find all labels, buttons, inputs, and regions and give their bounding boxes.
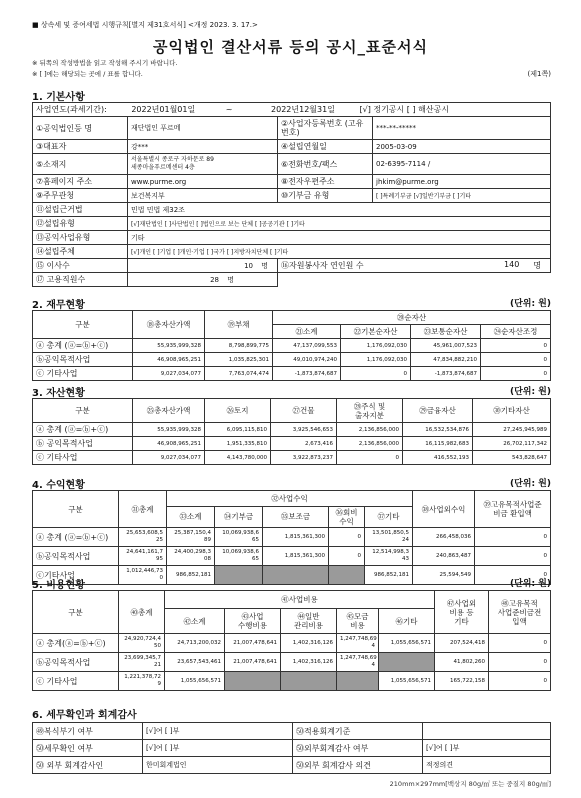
donation-type-label: ⑩기부금 유형 — [278, 189, 373, 203]
cell: 9,027,034,077 — [133, 451, 205, 465]
table-row — [33, 634, 551, 653]
revenue-table — [32, 490, 551, 585]
cell: 55,935,999,328 — [133, 339, 205, 353]
cell: 25,594,549 — [413, 566, 475, 585]
legal-basis-value: 민법 민법 제32조 — [128, 203, 551, 217]
revenue-unit: (단위: 원) — [509, 479, 551, 489]
cell: 2,136,856,000 — [337, 437, 403, 451]
row-label: ⓒ 기타사업 — [33, 672, 119, 691]
page-title: 공익법인 결산서류 등의 공시_표준서식 — [152, 38, 428, 56]
table-row — [33, 103, 551, 117]
cell: 49,010,974,240 — [273, 353, 341, 367]
biz-type-label: ⑬공익사업유형 — [33, 231, 128, 245]
table-row — [33, 672, 551, 691]
cell: 266,458,036 — [413, 528, 475, 547]
cell: 46,908,965,251 — [133, 437, 205, 451]
table-row — [33, 528, 551, 547]
email-value: jhkim@purme.org — [373, 175, 551, 189]
cell: 240,863,487 — [413, 547, 475, 566]
cell: 0 — [475, 566, 551, 585]
cell: -1,873,874,687 — [273, 367, 341, 381]
bookkeeping-checkbox[interactable]: [√]여 [ ]부 — [143, 723, 293, 740]
cell: 41,802,260 — [435, 653, 489, 672]
col-header: 구분 — [33, 491, 119, 528]
table-row — [33, 591, 551, 609]
cell: 1,402,316,126 — [281, 634, 337, 653]
table-row — [33, 189, 551, 203]
biz-type-value: 기타 — [128, 231, 551, 245]
table-row — [33, 423, 551, 437]
cell: 0 — [489, 634, 551, 653]
cell: 1,221,378,72 9 — [119, 672, 165, 691]
col-header: ㊶사업비용 — [165, 591, 435, 609]
cell: 0 — [489, 653, 551, 672]
homepage-value: www.purme.org — [128, 175, 278, 189]
table-row — [33, 723, 551, 740]
cell: 47,137,099,553 — [273, 339, 341, 353]
shaded-cell — [281, 672, 337, 691]
row-label: ⓒ 기타사업 — [33, 451, 133, 465]
auditor-value: 한미회계법인 — [143, 757, 293, 774]
row-label: ⓐ 총계(ⓐ=ⓑ+ⓒ) — [33, 634, 119, 653]
homepage-label: ⑦홈페이지 주소 — [33, 175, 128, 189]
table-row — [33, 740, 551, 757]
tax-check-checkbox[interactable]: [√]여 [ ]부 — [143, 740, 293, 757]
cell: 23,699,345,7 21 — [119, 653, 165, 672]
cell: 24,920,724,4 50 — [119, 634, 165, 653]
shaded-cell — [263, 566, 329, 585]
email-label: ⑧전자우편주소 — [278, 175, 373, 189]
table-row — [33, 437, 551, 451]
cell: 12,514,998,3 43 — [365, 547, 413, 566]
col-header: ⑲부채 — [205, 311, 273, 339]
col-header: ㉞기부금 — [215, 506, 263, 527]
table-row — [33, 451, 551, 465]
section-revenue-title: 4. 수익현황 — [32, 480, 85, 491]
cell: 47,834,882,210 — [411, 353, 481, 367]
table-row — [33, 273, 551, 287]
col-header: ㉑소계 — [273, 325, 341, 339]
legal-basis-label: ⑪설립근거법 — [33, 203, 128, 217]
col-header: ㊴고유목적사업준 비금 환입액 — [475, 491, 551, 528]
org-name-value: 재단법인 푸르메 — [128, 117, 278, 140]
cell: 10,069,938,6 65 — [215, 547, 263, 566]
org-name-label: ①공익법인등 명 — [33, 117, 128, 140]
col-header: ㊻기타 — [379, 609, 435, 634]
col-header: 구분 — [33, 311, 133, 339]
table-row — [33, 566, 551, 585]
expense-table — [32, 590, 551, 691]
instruction-2: ※ [ ]에는 해당되는 곳에 / 표를 합니다. — [32, 70, 143, 78]
assets-unit: (단위: 원) — [509, 387, 551, 397]
cell: 0 — [481, 367, 551, 381]
audit-opinion-label: ㊿외부 회계감사 의견 — [293, 757, 423, 774]
phone-value: 02-6395-7114 / — [373, 154, 551, 175]
phone-label: ⑥전화번호/팩스 — [278, 154, 373, 175]
table-row — [33, 154, 551, 175]
cell: 26,702,117,342 — [473, 437, 551, 451]
cell: 986,852,181 — [365, 566, 413, 585]
cell: 1,035,825,301 — [205, 353, 273, 367]
volunteers-label: ⑯자원봉사자 연인원 수 — [281, 261, 364, 270]
table-row — [33, 399, 551, 423]
col-header: ㊳사업외수익 — [413, 491, 475, 528]
col-header: ㉚기타자산 — [473, 399, 551, 423]
employees-label: ⑰ 고용직원수 — [33, 273, 128, 287]
col-header: ㉛총계 — [119, 491, 167, 528]
address-value: 서울특별시 종로구 자하문로 89 세종마을푸르메센터 4층 — [128, 154, 278, 175]
form-law-reference: ■ 상속세 및 증여세법 시행규칙[별지 제31호서식] <개정 2023. 3. 17.> — [32, 21, 258, 29]
bookkeeping-label: ㊾복식부기 여부 — [33, 723, 143, 740]
authority-value: 보건복지부 — [128, 189, 278, 203]
volunteers-unit: 명 — [533, 261, 542, 270]
representative-value: 강*** — [128, 140, 278, 154]
representative-label: ③대표자 — [33, 140, 128, 154]
cell: 4,143,780,000 — [205, 451, 271, 465]
row-label: ⓒ 기타사업 — [33, 367, 133, 381]
section-audit-title: 6. 세무확인과 회계감사 — [32, 710, 137, 721]
cell: 986,852,181 — [167, 566, 215, 585]
cell: 0 — [481, 353, 551, 367]
cell: 6,095,115,810 — [205, 423, 271, 437]
cell: 21,007,478,641 — [225, 653, 281, 672]
external-audit-checkbox[interactable]: [√]여 [ ]부 — [423, 740, 551, 757]
table-row — [33, 353, 551, 367]
fiscal-year-cell — [33, 103, 551, 117]
col-header: ⑱총자산가액 — [133, 311, 205, 339]
founder-checkbox[interactable]: [√]개인 [ ]기업 [ ]개인·기업 [ ]국가 [ ]지방자치단체 [ ]기타 — [128, 245, 551, 259]
accounting-standard-value — [423, 723, 551, 740]
bizno-label: ②사업자등록번호 (고유번호) — [278, 117, 373, 140]
cell: 1,247,748,69 4 — [337, 653, 379, 672]
cell: 1,815,361,300 — [263, 528, 329, 547]
col-header: 구분 — [33, 591, 119, 634]
col-header: ㊲기타 — [365, 506, 413, 527]
cell: 27,245,945,989 — [473, 423, 551, 437]
established-label: ④설립연월일 — [278, 140, 373, 154]
col-header: ㊱회비 수익 — [329, 506, 365, 527]
table-row — [33, 491, 551, 507]
volunteers-value: 140 — [504, 260, 520, 269]
cell: 207,524,418 — [435, 634, 489, 653]
col-header: ㊺모금 비용 — [337, 609, 379, 634]
cell: 9,027,034,077 — [133, 367, 205, 381]
cell: 8,798,899,775 — [205, 339, 273, 353]
cell: 0 — [337, 451, 403, 465]
cell: 24,713,200,032 — [165, 634, 225, 653]
col-header: ㉗건물 — [271, 399, 337, 423]
table-row — [33, 203, 551, 217]
table-row — [33, 259, 551, 273]
donation-type-checkbox[interactable]: [ ]특례기부금 [√]일반기부금 [ ]기타 — [373, 189, 551, 203]
shaded-cell — [225, 672, 281, 691]
cell: 3,925,546,653 — [271, 423, 337, 437]
auditor-label: ㊿ 외부 회계감사인 — [33, 757, 143, 774]
finance-table — [32, 310, 551, 381]
row-label: ⓐ 총계 (ⓐ=ⓑ+ⓒ) — [33, 528, 119, 547]
est-type-label: ⑫설립유형 — [33, 217, 128, 231]
cell: 13,501,850,5 24 — [365, 528, 413, 547]
col-header: ㉖토지 — [205, 399, 271, 423]
assets-table — [32, 398, 551, 465]
directors-label: ⑮ 이사수 — [33, 259, 128, 273]
cell: 25,653,608,5 25 — [119, 528, 167, 547]
instruction-1: ※ 뒤쪽의 작성방법을 읽고 작성해 주시기 바랍니다. — [32, 59, 178, 67]
table-row — [33, 311, 551, 325]
cell: 7,763,074,474 — [205, 367, 273, 381]
employees-unit: 명 — [227, 275, 234, 284]
cell: 416,552,193 — [403, 451, 473, 465]
cell: 165,722,158 — [435, 672, 489, 691]
row-label: ⓒ기타사업 — [33, 566, 119, 585]
cell: 0 — [475, 547, 551, 566]
cell: 24,400,298,3 08 — [167, 547, 215, 566]
row-label: ⓐ 총계 (ⓐ=ⓑ+ⓒ) — [33, 423, 133, 437]
tax-check-label: ㊿세무확인 여부 — [33, 740, 143, 757]
shaded-cell — [329, 566, 365, 585]
table-row — [33, 117, 551, 140]
table-row — [33, 339, 551, 353]
employees-cell — [128, 273, 278, 287]
shaded-cell — [337, 672, 379, 691]
col-header: ㊸사업 수행비용 — [225, 609, 281, 634]
row-label: ⓑ공익목적사업 — [33, 653, 119, 672]
table-row — [33, 245, 551, 259]
cell: 23,657,543,461 — [165, 653, 225, 672]
fiscal-year-label: 사업연도(과세기간): — [36, 105, 107, 114]
cell: 46,908,965,251 — [133, 353, 205, 367]
col-header: ㉟보조금 — [263, 506, 329, 527]
row-label: ⓑ 공익목적사업 — [33, 437, 133, 451]
established-value: 2005-03-09 — [373, 140, 551, 154]
col-header: ㉔순자산조정 — [481, 325, 551, 339]
cell: 45,961,007,523 — [411, 339, 481, 353]
col-header: ㉜사업수익 — [167, 491, 413, 507]
col-header: 구분 — [33, 399, 133, 423]
shaded-cell — [215, 566, 263, 585]
cell: 1,951,335,810 — [205, 437, 271, 451]
col-header: ㊷소계 — [165, 609, 225, 634]
unit-person: 명 — [261, 261, 268, 270]
audit-table — [32, 722, 551, 774]
cell: 1,055,656,571 — [379, 672, 435, 691]
address-label: ⑤소재지 — [33, 154, 128, 175]
paper-spec-footer: 210mm×297mm[백상지 80g/㎡ 또는 중질지 80g/㎡] — [389, 780, 551, 788]
audit-opinion-value: 적정의견 — [423, 757, 551, 774]
cell: 0 — [489, 672, 551, 691]
table-row — [33, 547, 551, 566]
section-finance-title: 2. 재무현황 — [32, 300, 85, 311]
cell: 16,532,534,876 — [403, 423, 473, 437]
row-label: ⓐ 총계 (ⓐ=ⓑ+ⓒ) — [33, 339, 133, 353]
section-assets-title: 3. 자산현황 — [32, 388, 85, 399]
cell: 3,922,873,237 — [271, 451, 337, 465]
cell: 25,387,150,4 89 — [167, 528, 215, 547]
bizno-value: ***-**-***** — [373, 117, 551, 140]
row-label: ⓑ공익목적사업 — [33, 353, 133, 367]
cell: 0 — [481, 339, 551, 353]
col-header: ㉓보통순자산 — [411, 325, 481, 339]
basic-info-table — [32, 102, 551, 287]
cell: 16,115,982,683 — [403, 437, 473, 451]
expense-unit: (단위: 원) — [509, 579, 551, 589]
table-row — [33, 653, 551, 672]
authority-label: ⑨주무관청 — [33, 189, 128, 203]
col-header: ㉕총자산가액 — [133, 399, 205, 423]
row-label: ⓑ공익목적사업 — [33, 547, 119, 566]
col-header: ㊹일반 관리비용 — [281, 609, 337, 634]
table-row — [33, 175, 551, 189]
col-header: ㉝소계 — [167, 506, 215, 527]
col-header: ㊵총계 — [119, 591, 165, 634]
section-basic-title: 1. 기본사항 — [32, 92, 85, 103]
table-row — [33, 140, 551, 154]
cell: 0 — [475, 528, 551, 547]
fiscal-year-to: 2022년12월31일 — [271, 105, 335, 114]
cell: 1,055,656,571 — [379, 634, 435, 653]
cell: 0 — [329, 528, 365, 547]
cell: 543,828,647 — [473, 451, 551, 465]
cell: 1,176,092,030 — [341, 353, 411, 367]
cell: 1,247,748,69 4 — [337, 634, 379, 653]
cell: 1,176,092,030 — [341, 339, 411, 353]
directors-value: 10 — [244, 261, 253, 270]
fiscal-year-tilde: ~ — [225, 105, 233, 114]
page-number: (제1쪽) — [527, 70, 551, 78]
est-type-checkbox[interactable]: [√]재단법인 [ ]사단법인 [ ]법인으로 보는 단체 [ ]공공기관 [ ]기타 — [128, 217, 551, 231]
cell: 1,402,316,126 — [281, 653, 337, 672]
employees-value: 28 — [210, 275, 219, 284]
disclosure-type-checkbox[interactable]: [√] 정기공시 [ ] 해산공시 — [359, 105, 450, 114]
volunteers-cell — [278, 259, 551, 273]
table-row — [33, 231, 551, 245]
cell: 2,673,416 — [271, 437, 337, 451]
cell: 10,069,938,6 65 — [215, 528, 263, 547]
col-header: ㉘주식 및 출자지분 — [337, 399, 403, 423]
col-header: ㉒기본순자산 — [341, 325, 411, 339]
table-row — [33, 757, 551, 774]
cell: 1,012,446,73 0 — [119, 566, 167, 585]
table-row — [33, 367, 551, 381]
cell: 0 — [329, 547, 365, 566]
finance-unit: (단위: 원) — [509, 299, 551, 309]
col-header: ㊼사업외 비용 등 기타 — [435, 591, 489, 634]
cell: 2,136,856,000 — [337, 423, 403, 437]
cell: 1,815,361,300 — [263, 547, 329, 566]
shaded-cell — [379, 653, 435, 672]
cell: 55,935,999,328 — [133, 423, 205, 437]
founder-label: ⑭설립주체 — [33, 245, 128, 259]
cell: 0 — [341, 367, 411, 381]
instructions — [32, 58, 178, 80]
external-audit-label: ㊿외부회계감사 여부 — [293, 740, 423, 757]
col-header: ㊽고유목적 사업준비금전 입액 — [489, 591, 551, 634]
table-row — [33, 217, 551, 231]
section-expense-title: 5. 비용현황 — [32, 580, 85, 591]
col-header: ⑳순자산 — [273, 311, 551, 325]
cell: 1,055,656,571 — [165, 672, 225, 691]
cell: 21,007,478,641 — [225, 634, 281, 653]
col-header: ㉙금융자산 — [403, 399, 473, 423]
fiscal-year-from: 2022년01월01일 — [131, 105, 196, 114]
cell: -1,873,874,687 — [411, 367, 481, 381]
cell: 24,641,161,7 95 — [119, 547, 167, 566]
directors-cell — [128, 259, 278, 273]
accounting-standard-label: ㊿적용회계기준 — [293, 723, 423, 740]
